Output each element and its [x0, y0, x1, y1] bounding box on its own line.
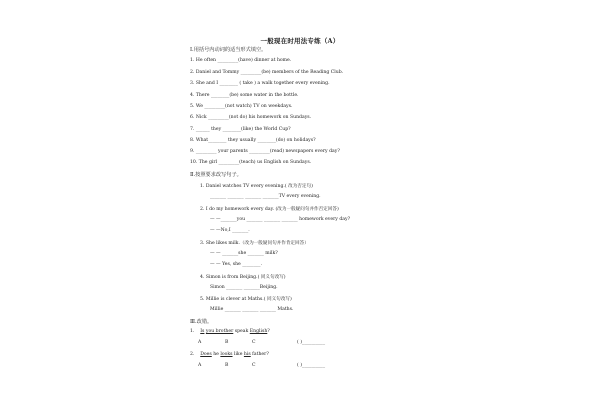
p3-q2-word-a: Does — [200, 352, 212, 357]
p1-item-4: 4. There ________(be) some water in the bottle. — [190, 93, 299, 98]
p3-q2-options — [198, 363, 279, 368]
p1-item-10: 10. The girl _________(teach) us English on Sundays. — [190, 160, 312, 165]
p3-q1-options — [198, 340, 279, 345]
option-a: A — [198, 363, 202, 368]
p3-q2-end: father? — [250, 352, 269, 357]
option-b: B — [225, 363, 229, 368]
p1-item-2: 2. Daniel and Tommy _________(be) members of the Reading Club. — [190, 70, 344, 75]
p1-item-1: 1. He often _________(have) dinner at home. — [190, 58, 292, 63]
p2-item-2-q: — —_______you _______ _______ _______ homework every day? — [210, 217, 351, 222]
p1-item-9: 9. _________ your parents _________(read) newspapers every day? — [190, 149, 340, 154]
p3-q1-end: ? — [267, 329, 270, 334]
p1-item-8: 8. What________ they usually ________(do) on holidays? — [190, 138, 316, 143]
p2-item-5-answer: Millie _______ _______ _______ Maths. — [210, 307, 294, 312]
p2-item-2-a: — —No,I _______. — [210, 228, 250, 233]
p2-item-3-q: — — _______she _______ milk? — [210, 251, 278, 256]
p3-q1-word-c: English — [249, 329, 268, 334]
p2-item-1: 1. Daniel watches TV every evening.( 改为否定句) — [200, 184, 313, 189]
p2-item-3-a: — — Yes, she ________. — [210, 262, 263, 267]
p3-item-1 — [190, 329, 270, 334]
option-c: C — [252, 363, 256, 368]
p3-q2-word-b: looks — [220, 352, 233, 357]
p3-q1-word-a: Is — [200, 329, 205, 334]
p3-q1-answer-blank: ( )__________ — [297, 340, 326, 345]
option-c: C — [252, 340, 256, 345]
p3-q2-word-c: his — [243, 352, 251, 357]
p2-item-2: 2. I do my homework every day. (改为一般疑问句并作否定回答) — [200, 207, 339, 212]
p2-item-4-answer: Simon _______ _______Beijing. — [210, 285, 278, 290]
p3-q2-answer-blank: ( )__________ — [297, 363, 326, 368]
p1-item-6: 6. Nick _________(not do) his homework on Sundays. — [190, 115, 312, 120]
p3-q1-text-2: speak — [233, 329, 250, 334]
p3-q1-num: 1. — [190, 329, 195, 334]
p2-item-4: 4. Simon is from Beijing.( 同义句改写) — [200, 275, 286, 280]
section-2-heading: Ⅱ.按照要求改写句子。 — [190, 172, 242, 178]
p3-q1-word-b: you brother — [205, 329, 234, 334]
p2-item-1-answer: _______ _______ _______ _______TV every evening. — [210, 194, 321, 199]
p3-q2-text-2: like — [232, 352, 244, 357]
p3-item-2 — [190, 352, 269, 357]
option-a: A — [198, 340, 202, 345]
p3-q2-text: he — [211, 352, 221, 357]
p3-q2-num: 2. — [190, 352, 195, 357]
page-title: 一般现在时用法专练（A） — [260, 37, 340, 45]
p1-item-3: 3. She and I ________ ( take ) a walk together every evening. — [190, 81, 330, 86]
option-b: B — [225, 340, 229, 345]
p1-item-5: 5. We _________(not watch) TV on weekdays. — [190, 104, 293, 109]
p2-item-5: 5. Millie is clever at Maths.( 同义句改写) — [200, 297, 292, 302]
p2-item-3: 3. She likes milk.（改为一般疑问句并作肯定回答） — [200, 241, 309, 246]
p1-item-7: 7. ______ they ________(like) the World Cup? — [190, 127, 291, 132]
section-1-heading: Ⅰ.用括号内动词的适当形式填空。 — [190, 47, 267, 53]
section-3-heading: Ⅲ.改错。 — [190, 319, 213, 325]
